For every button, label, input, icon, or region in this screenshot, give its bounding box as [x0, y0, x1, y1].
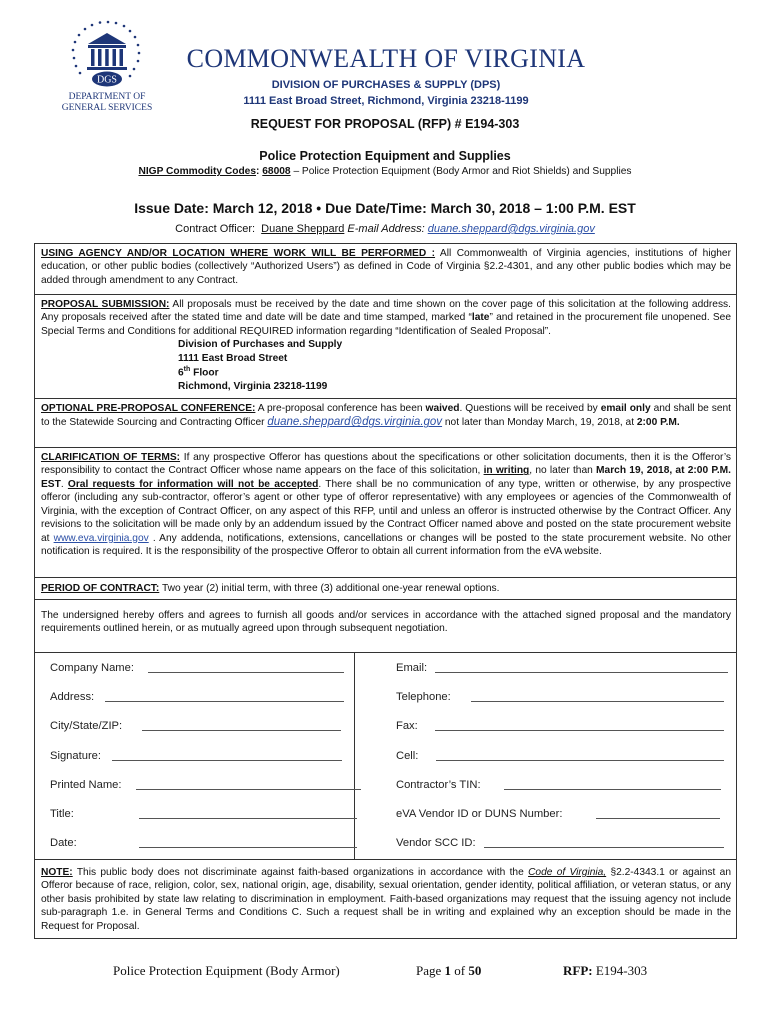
rfp-cover-form: [34, 243, 737, 939]
issue-due-date: Issue Date: March 12, 2018 • Due Date/Time: March 30, 2018 – 1:00 P.M. EST: [134, 200, 636, 216]
printed-name-field[interactable]: [136, 789, 361, 790]
footer-rfp-number: RFP: E194-303: [563, 963, 648, 978]
agency-heading: USING AGENCY AND/OR LOCATION WHERE WORK WILL BE PERFORMED :: [41, 248, 436, 259]
non-discrimination-note: NOTE: This public body does not discriminate against faith-based organizations in accordance with the Code of Virginia, §2.2-4343.1 or against an Offeror because of race, religion, color, sex, national origin, age, disability, sexual orientation, gender identity, political affiliation, or veteran status, or any other basis prohibited by state law relating to discrimination in employment. Faith-based organizations may request that the issuing agency not include sub-paragraph 1.e. in General Terms and Conditions C. Such a request shall be in writing and explained why an exception should be made in the Request for Proposal.: [41, 867, 731, 932]
nigp-code: 68008: [262, 166, 291, 177]
document-title: Police Protection Equipment and Supplies: [259, 149, 511, 163]
eva-vendor-id-label: eVA Vendor ID or DUNS Number:: [396, 808, 563, 820]
agency-text: All Commonwealth of Virginia agencies, institutions of higher education, or other public bodies (collectively “Authorized Users”) as defined in Code of Virginia §2.2-4301, and any other public bodies which may be added through amendment to any Contract.: [41, 248, 731, 286]
company-name-field[interactable]: [148, 672, 344, 673]
code-of-virginia-link: Code of Virginia,: [528, 867, 607, 878]
form-row-5: [35, 770, 736, 799]
general-services-label: GENERAL SERVICES: [61, 103, 153, 113]
conference-email-link[interactable]: duane.sheppard@dgs.virginia.gov: [267, 416, 443, 429]
email-field[interactable]: [435, 672, 728, 673]
telephone-label: Telephone:: [396, 691, 451, 703]
vendor-scc-id-label: Vendor SCC ID:: [396, 837, 476, 849]
signature-field[interactable]: [112, 760, 342, 761]
title-label: Title:: [50, 808, 74, 820]
officer-label: Contract Officer:: [175, 223, 256, 235]
commonwealth-heading: COMMONWEALTH OF VIRGINIA: [186, 44, 586, 73]
date-label: Date:: [50, 837, 77, 849]
dgs-seal-icon: [52, 14, 162, 94]
department-label: DEPARTMENT OF: [68, 92, 146, 102]
clarification-heading: CLARIFICATION OF TERMS:: [41, 452, 181, 463]
address-label: Address:: [50, 691, 95, 703]
form-row-4: [35, 741, 736, 770]
proposal-submission-section: PROPOSAL SUBMISSION: All proposals must be received by the date and time shown on the cover page of this solicitation at the following address. Any proposals received after the stated time and date will be date and time stamped, marked “late” and retained in the procurement file unopened. See Special Terms and Conditions for additional REQUIRED information regarding “Identification of Sealed Proposal”. Division of Purchases and Supply 1111 East Broad Street 6th Floor Richmond, Virginia 23218-1199: [35, 295, 736, 399]
offer-statement: The undersigned hereby offers and agrees to furnish all goods and/or services in accordance with the attached signed proposal and the mandatory requirements outlined herein, or as mutually agreed upon through subsequent negotiation.: [35, 600, 736, 653]
form-row-6: [35, 799, 736, 828]
fax-field[interactable]: [435, 730, 724, 731]
conference-heading: OPTIONAL PRE-PROPOSAL CONFERENCE:: [41, 403, 256, 414]
proposal-heading: PROPOSAL SUBMISSION:: [41, 299, 170, 310]
eva-website-link[interactable]: www.eva.virginia.gov: [53, 532, 149, 544]
title-field[interactable]: [139, 818, 357, 819]
email-label: Email:: [396, 662, 428, 674]
form-row-2: [35, 682, 736, 711]
contract-officer-line: [40, 222, 730, 237]
rfp-title: REQUEST FOR PROPOSAL (RFP) # E194-303: [250, 117, 520, 131]
form-row-7: [35, 828, 736, 857]
form-row-3: [35, 711, 736, 740]
city-state-zip-label: City/State/ZIP:: [50, 720, 123, 732]
email-label: E-mail Address:: [347, 223, 425, 235]
telephone-field[interactable]: [471, 701, 724, 702]
printed-name-label: Printed Name:: [50, 779, 122, 791]
footer-title: Police Protection Equipment (Body Armor): [113, 963, 340, 978]
signature-label: Signature:: [50, 750, 101, 762]
division-heading: DIVISION OF PURCHASES & SUPPLY (DPS): [271, 79, 501, 91]
city-state-zip-field[interactable]: [142, 730, 341, 731]
contractor-tin-label: Contractor’s TIN:: [396, 779, 481, 791]
nigp-description: – Police Protection Equipment (Body Armor and Riot Shields) and Supplies: [290, 166, 632, 177]
eva-vendor-id-field[interactable]: [596, 818, 720, 819]
officer-email-link[interactable]: duane.sheppard@dgs.virginia.gov: [427, 223, 595, 235]
contractor-tin-field[interactable]: [504, 789, 721, 790]
using-agency-section: [35, 244, 736, 295]
period-heading: PERIOD OF CONTRACT:: [41, 583, 160, 594]
form-row-1: [35, 653, 736, 682]
nigp-codes: NIGP Commodity Codes: 68008 – Police Protection Equipment (Body Armor and Riot Shields) and Supplies: [138, 166, 632, 177]
cell-label: Cell:: [396, 750, 419, 762]
submission-address: Division of Purchases and Supply 1111 East Broad Street 6th Floor Richmond, Virginia 23218-1199: [178, 339, 343, 392]
footer-page-number: Page 1 of 50: [416, 963, 482, 978]
company-name-label: Company Name:: [50, 662, 134, 674]
note-heading: NOTE:: [41, 867, 73, 878]
svg-text:DGS: DGS: [96, 74, 118, 86]
officer-name: Duane Sheppard: [261, 223, 345, 235]
date-field[interactable]: [139, 847, 357, 848]
offeror-info-grid: [35, 653, 736, 860]
clarification-of-terms-section: CLARIFICATION OF TERMS: If any prospective Offeror has questions about the specifications or other solicitation documents, then it is the Offeror’s responsibility to contact the Contract Officer whose name appears on the face of this solicitation, in writing, no later than March 19, 2018, at 2:00 P.M. EST. Oral requests for information will not be accepted. There shall be no communication of any type, written or otherwise, by any prospective offeror (including any sub-contractor, offeror’s agent or other type of offeror representative) with any employees or agencies of the Commonwealth of Virginia, with the exception of Contract Officer, on any aspect of this RFP, until and unless an offeror is instructed otherwise by the Contract Officer. Any revisions to the solicitation will be made only by an addendum issued by the Contract Officer named above and posted on the state procurement website at www.eva.virginia.gov . Any addenda, notifications, extensions, cancellations or changes will be posted to the state procurement website. No other notification is required. It is the responsibility of the prospective Offeror to obtain all current information from the eVA website.: [35, 448, 736, 578]
fax-label: Fax:: [396, 720, 418, 732]
vendor-scc-id-field[interactable]: [484, 847, 724, 848]
address-field[interactable]: [105, 701, 344, 702]
pre-proposal-conference-section: OPTIONAL PRE-PROPOSAL CONFERENCE: A pre-proposal conference has been waived. Questions will be received by email only and shall be sent to the Statewide Sourcing and Contracting Officer duane.sheppard@dgs.virginia.gov not later than Monday March, 19, 2018, at 2:00 P.M.: [35, 399, 736, 448]
cell-field[interactable]: [436, 760, 724, 761]
nigp-label: NIGP Commodity Codes: [138, 166, 257, 177]
period-of-contract-section: PERIOD OF CONTRACT: Two year (2) initial term, with three (3) additional one-year renewal options.: [35, 578, 736, 600]
division-address: 1111 East Broad Street, Richmond, Virginia 23218-1199: [243, 95, 529, 107]
